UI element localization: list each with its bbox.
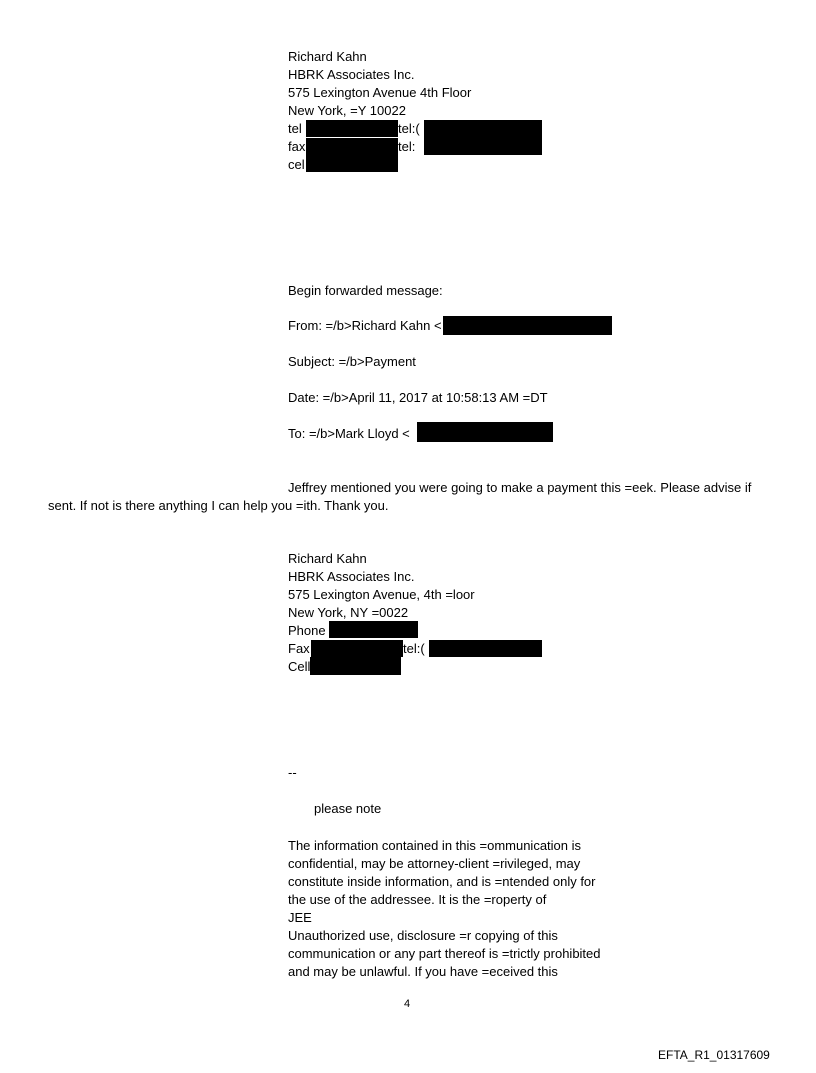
sig1-tel-link: tel:( [398,121,420,136]
redaction-box [424,137,542,155]
sig1-address: 575 Lexington Avenue 4th Floor [288,85,472,100]
forward-from: From: =/b>Richard Kahn < [288,318,442,333]
sig1-cell-label: cel [288,157,305,172]
sig2-fax-link: tel:( [403,641,425,656]
document-id: EFTA_R1_01317609 [658,1048,770,1062]
forward-date: Date: =/b>April 11, 2017 at 10:58:13 AM =DT [288,390,548,405]
signature-dashes: -- [288,765,297,780]
sig1-city: New York, =Y 10022 [288,103,406,118]
sig1-fax-link: tel: [398,139,416,154]
redaction-box [424,120,542,137]
sig1-name: Richard Kahn [288,49,367,64]
redaction-box [306,155,398,172]
redaction-box [417,422,553,442]
redaction-box [329,621,418,638]
redaction-box [443,316,612,335]
disclaimer-line: constitute inside information, and is =ntended only for [288,874,596,889]
sig1-tel-label: tel [288,121,302,136]
sig2-city: New York, NY =0022 [288,605,409,620]
body-line-2: sent. If not is there anything I can help you =ith. Thank you. [48,498,389,513]
sig2-address: 575 Lexington Avenue, 4th =loor [288,587,475,602]
disclaimer-note: please note [314,801,382,816]
disclaimer-line: Unauthorized use, disclosure =r copying of this [288,928,558,943]
sig1-fax-label: fax [288,139,306,154]
disclaimer-line: JEE [288,910,312,925]
disclaimer-line: the use of the addressee. It is the =roperty of [288,892,547,907]
redaction-box [311,640,403,657]
forward-to: To: =/b>Mark Lloyd < [288,426,410,441]
disclaimer-line: and may be unlawful. If you have =eceived this [288,964,558,979]
disclaimer-line: confidential, may be attorney-client =rivileged, may [288,856,581,871]
sig2-name: Richard Kahn [288,551,367,566]
disclaimer-line: communication or any part thereof is =trictly prohibited [288,946,601,961]
forward-subject: Subject: =/b>Payment [288,354,416,369]
redaction-box [306,138,398,155]
sig2-phone-label: Phone [288,623,326,638]
body-line-1: Jeffrey mentioned you were going to make a payment this =eek. Please advise if [288,480,752,495]
redaction-box [310,657,401,675]
sig1-company: HBRK Associates Inc. [288,67,415,82]
redaction-box [429,640,542,657]
sig2-cell-label: Cell [288,659,311,674]
disclaimer-line: The information contained in this =ommunication is [288,838,582,853]
forward-begin: Begin forwarded message: [288,283,443,298]
redaction-box [306,120,398,137]
sig2-company: HBRK Associates Inc. [288,569,415,584]
page-number: 4 [404,998,411,1010]
sig2-fax-label: Fax [288,641,310,656]
